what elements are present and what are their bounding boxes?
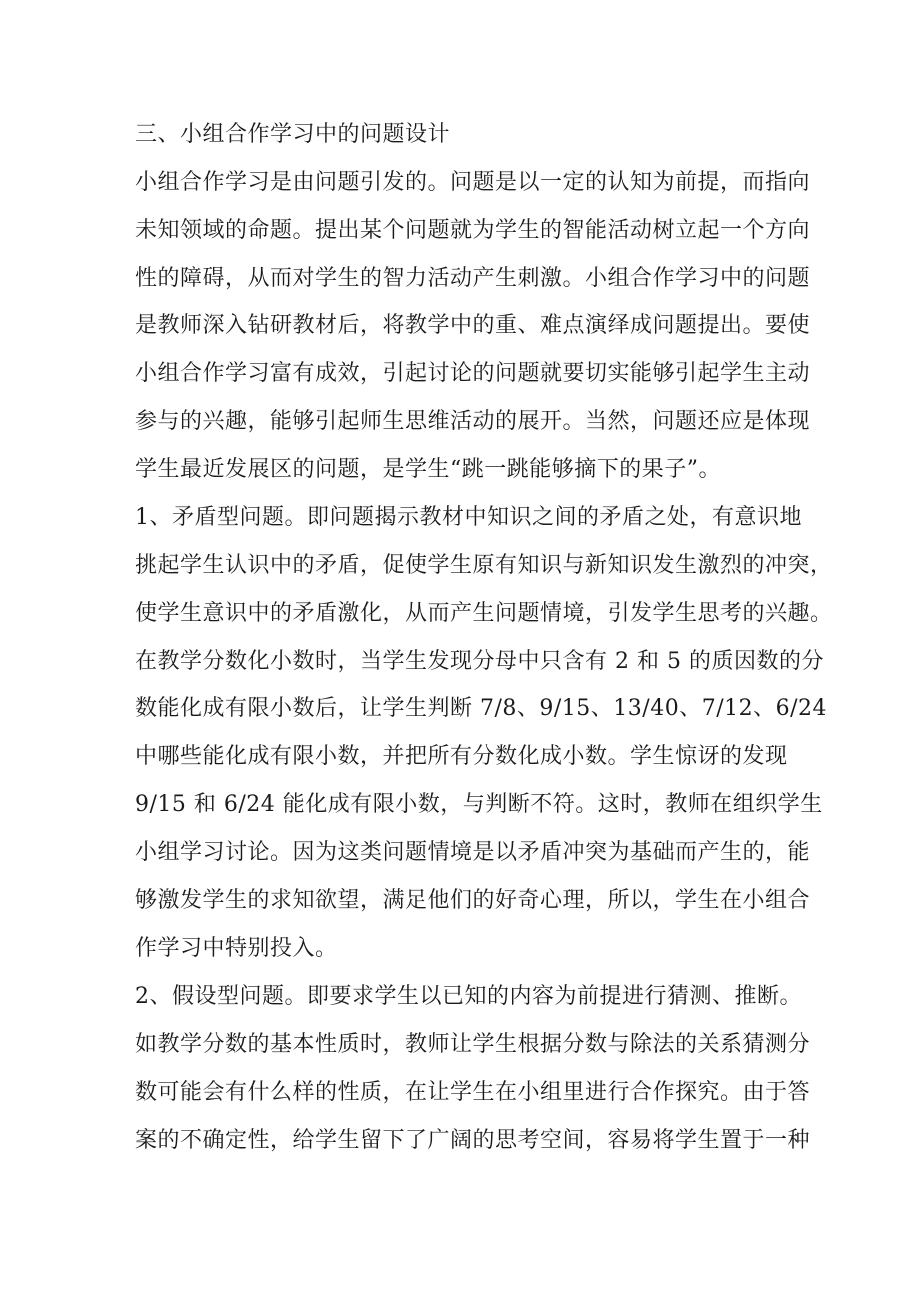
paragraph-line: 2、假设型问题。即要求学生以已知的内容为前提进行猜测、推断。 bbox=[135, 984, 802, 1009]
paragraph-line: 学生最近发展区的问题，是学生“跳一跳能够摘下的果子”。 bbox=[135, 457, 721, 482]
section-heading: 三、小组合作学习中的问题设计 bbox=[135, 122, 451, 147]
paragraph-line: 性的障碍，从而对学生的智力活动产生刺激。小组合作学习中的问题 bbox=[135, 266, 811, 291]
paragraph-line: 案的不确定性，给学生留下了广阔的思考空间，容易将学生置于一种 bbox=[135, 1128, 811, 1153]
paragraph-line: 作学习中特别投入。 bbox=[135, 936, 338, 961]
paragraph-line: 够激发学生的求知欲望，满足他们的好奇心理，所以，学生在小组合 bbox=[135, 888, 811, 913]
paragraph-line: 小组合作学习富有成效，引起讨论的问题就要切实能够引起学生主动 bbox=[135, 361, 811, 386]
paragraph-line: 如教学分数的基本性质时，教师让学生根据分数与除法的关系猜测分 bbox=[135, 1032, 811, 1057]
paragraph-line: 1、矛盾型问题。即问题揭示教材中知识之间的矛盾之处，有意识地 bbox=[135, 505, 802, 530]
paragraph-line: 中哪些能化成有限小数，并把所有分数化成小数。学生惊讶的发现 bbox=[135, 744, 788, 769]
paragraph-line: 是教师深入钻研教材后，将教学中的重、难点演绎成问题提出。要使 bbox=[135, 313, 811, 338]
paragraph-line: 参与的兴趣，能够引起师生思维活动的展开。当然，问题还应是体现 bbox=[135, 409, 811, 434]
paragraph-line: 使学生意识中的矛盾激化，从而产生问题情境，引发学生思考的兴趣。 bbox=[135, 601, 833, 626]
paragraph-line: 数能化成有限小数后，让学生判断 7/8、9/15、13/40、7/12、6/24 bbox=[135, 696, 828, 721]
paragraph-line: 未知领域的命题。提出某个问题就为学生的智能活动树立起一个方向 bbox=[135, 218, 811, 243]
paragraph-line: 小组学习讨论。因为这类问题情境是以矛盾冲突为基础而产生的，能 bbox=[135, 840, 811, 865]
paragraph-line: 小组合作学习是由问题引发的。问题是以一定的认知为前提，而指向 bbox=[135, 170, 811, 195]
paragraph-line: 挑起学生认识中的矛盾，促使学生原有知识与新知识发生激烈的冲突， bbox=[135, 553, 833, 578]
paragraph-line: 9/15 和 6/24 能化成有限小数，与判断不符。这时，教师在组织学生 bbox=[135, 792, 823, 817]
paragraph-line: 数可能会有什么样的性质，在让学生在小组里进行合作探究。由于答 bbox=[135, 1080, 811, 1105]
paragraph-line: 在教学分数化小数时，当学生发现分母中只含有 2 和 5 的质因数的分 bbox=[135, 649, 824, 674]
